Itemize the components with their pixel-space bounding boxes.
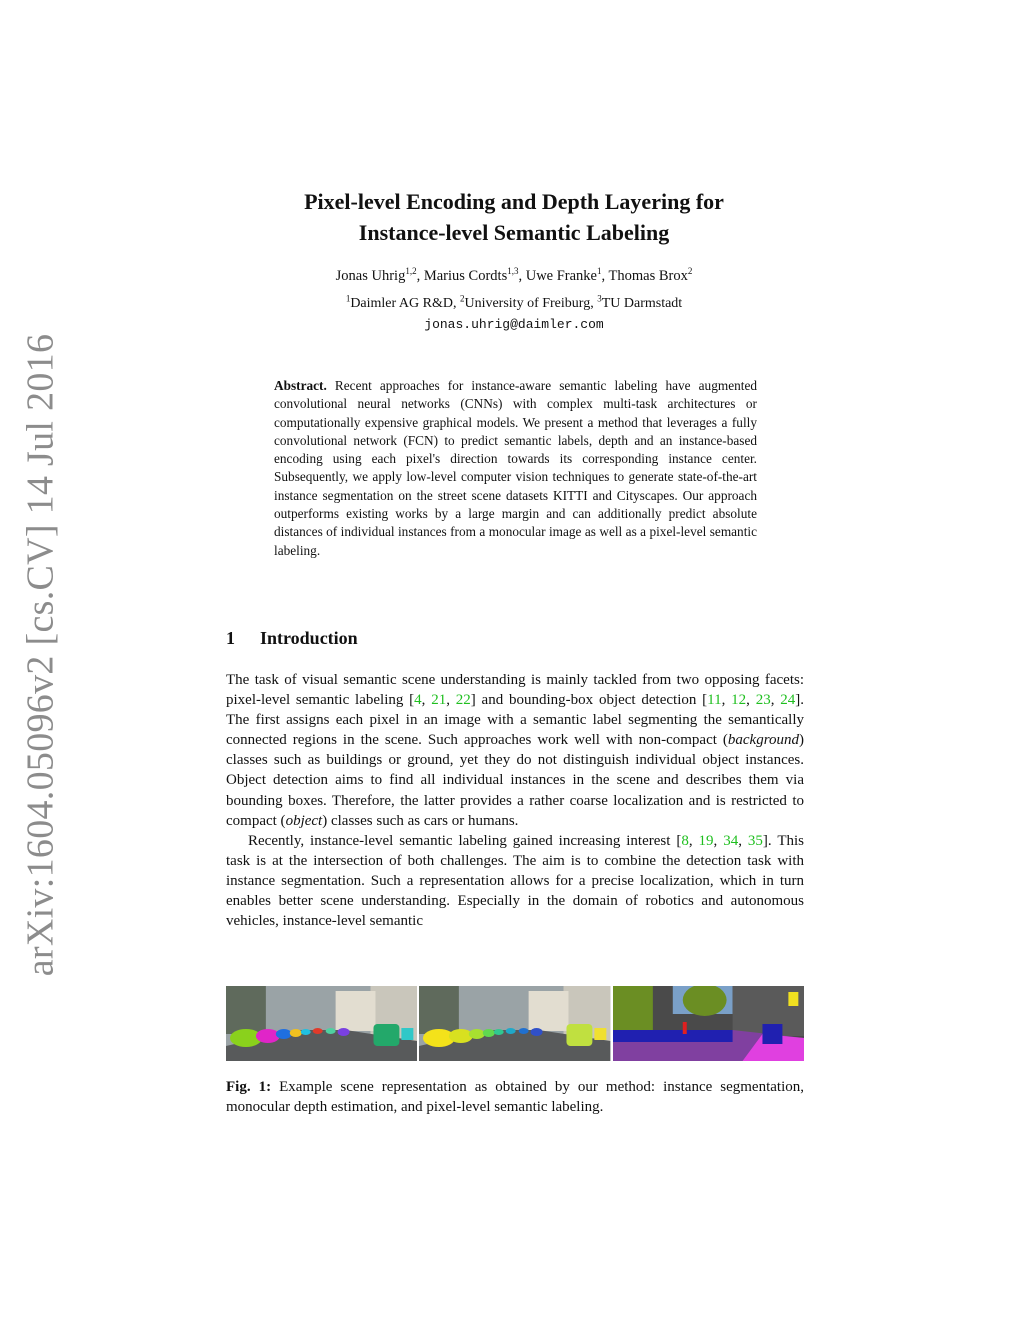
body-text (226, 670, 804, 931)
paper-title (200, 186, 828, 248)
figure-1 (226, 986, 804, 1061)
author-list (200, 268, 828, 285)
citation-link[interactable]: 23 (755, 692, 771, 709)
affiliation: $^3$TU Darmstadt (597, 293, 683, 311)
affiliation: $^1$Daimler AG R&D, (345, 293, 460, 311)
citation-link[interactable]: 34 (723, 832, 739, 849)
citation-link[interactable]: 8 (681, 832, 689, 849)
citation-link[interactable]: 12 (731, 692, 747, 709)
paper-title-line-1: Pixel-level Encoding and Depth Layering for (304, 189, 724, 214)
paragraph-text: , (770, 692, 781, 709)
section-title: Introduction (260, 628, 358, 648)
paragraph-text: , (746, 692, 756, 709)
paragraph-text: , (738, 832, 748, 849)
citation-link[interactable]: 24 (780, 692, 796, 709)
citation-link[interactable]: 11 (707, 692, 722, 709)
paper-title-line-2: Instance-level Semantic Labeling (358, 220, 670, 245)
author: Marius Cordts$^{1,3}$, (423, 266, 526, 284)
paragraph-text: , (713, 832, 724, 849)
paragraph-text: , (446, 692, 456, 709)
figure-caption-text: Example scene representation as obtained by our method: instance segmentation, monocular depth estimation, and pixel-level semantic labeling. (226, 1079, 804, 1115)
figure-caption-label: Fig. 1: (226, 1079, 272, 1095)
citation-link[interactable]: 4 (414, 692, 422, 709)
abstract-label: Abstract. (274, 378, 327, 393)
author-email: jonas.uhrig@daimler.com (424, 317, 604, 332)
author: Jonas Uhrig$^{1,2}$, (335, 266, 424, 284)
paragraph-text: , (721, 692, 732, 709)
semantic-labeling-image (613, 986, 804, 1061)
paragraph-text: ]. This task is at the intersection of both challenges. The aim is to combine the detection task with instance segmentation. Such a representation allows for a precise localization, which in turn enables better scene understanding. Especially in the domain of robotics and autonomous vehicles, instance-level semantic (226, 832, 804, 930)
arxiv-stamp-text: arXiv:1604.05096v2 [cs.CV] 14 Jul 2016 (19, 333, 62, 977)
paragraph (226, 670, 804, 831)
citation-link[interactable]: 21 (431, 692, 447, 709)
affiliation: $^2$University of Freiburg, (459, 293, 598, 311)
section-heading (226, 628, 358, 649)
abstract-text: Recent approaches for instance-aware semantic labeling have augmented convolutional neural networks (CNNs) with complex multi-task architectures or computationally expensive graphical models. We present a method that leverages a fully convolutional network (FCN) to predict semantic labels, depth and an instance-based encoding using each pixel's direction towards its corresponding instance center. Subsequently, we apply low-level computer vision techniques to generate state-of-the-art instance segmentation on the street scene datasets KITTI and Cityscapes. Our approach outperforms existing works by a large margin and can additionally predict absolute distances of individual instances from a monocular image as well as a pixel-level semantic labeling. (274, 378, 757, 558)
author: Thomas Brox$^2$ (608, 266, 693, 284)
emphasized-text: background (727, 732, 799, 749)
instance-segmentation-image (226, 986, 417, 1061)
paragraph-text: , (688, 832, 699, 849)
paragraph-text: ]. The first assigns each pixel in an image with a semantic label segmenting the semantically connected regions in the scene. Such approaches work well with non-compact ( (226, 692, 805, 749)
section-number: 1 (226, 628, 235, 648)
citation-link[interactable]: 22 (455, 692, 471, 709)
citation-link[interactable]: 35 (747, 832, 763, 849)
author: Uwe Franke$^1$, (525, 266, 609, 284)
paragraph-text: ) classes such as cars or humans. (322, 812, 519, 829)
citation-link[interactable]: 19 (698, 832, 714, 849)
figure-caption (226, 1077, 804, 1117)
paragraph-text: ] and bounding-box object detection [ (470, 692, 708, 709)
emphasized-text: object (285, 812, 323, 829)
abstract (274, 377, 757, 560)
paragraph-text: , (421, 692, 432, 709)
arxiv-stamp (12, 333, 68, 977)
paragraph (226, 831, 804, 931)
paragraph-text: Recently, instance-level semantic labeling gained increasing interest [ (248, 832, 682, 849)
depth-estimation-image (419, 986, 610, 1061)
paragraph-text: The task of visual semantic scene understanding is mainly tackled from two opposing facets: pixel-level semantic labeling [ (226, 672, 804, 709)
paragraph-text: ) classes such as buildings or ground, yet they do not distinguish individual object instances. Object detection aims to find all individual instances in the scene and describes them via bounding boxes. Therefore, the latter provides a rather coarse localization and is restricted to compact ( (226, 732, 804, 829)
affiliation-list (200, 293, 828, 312)
